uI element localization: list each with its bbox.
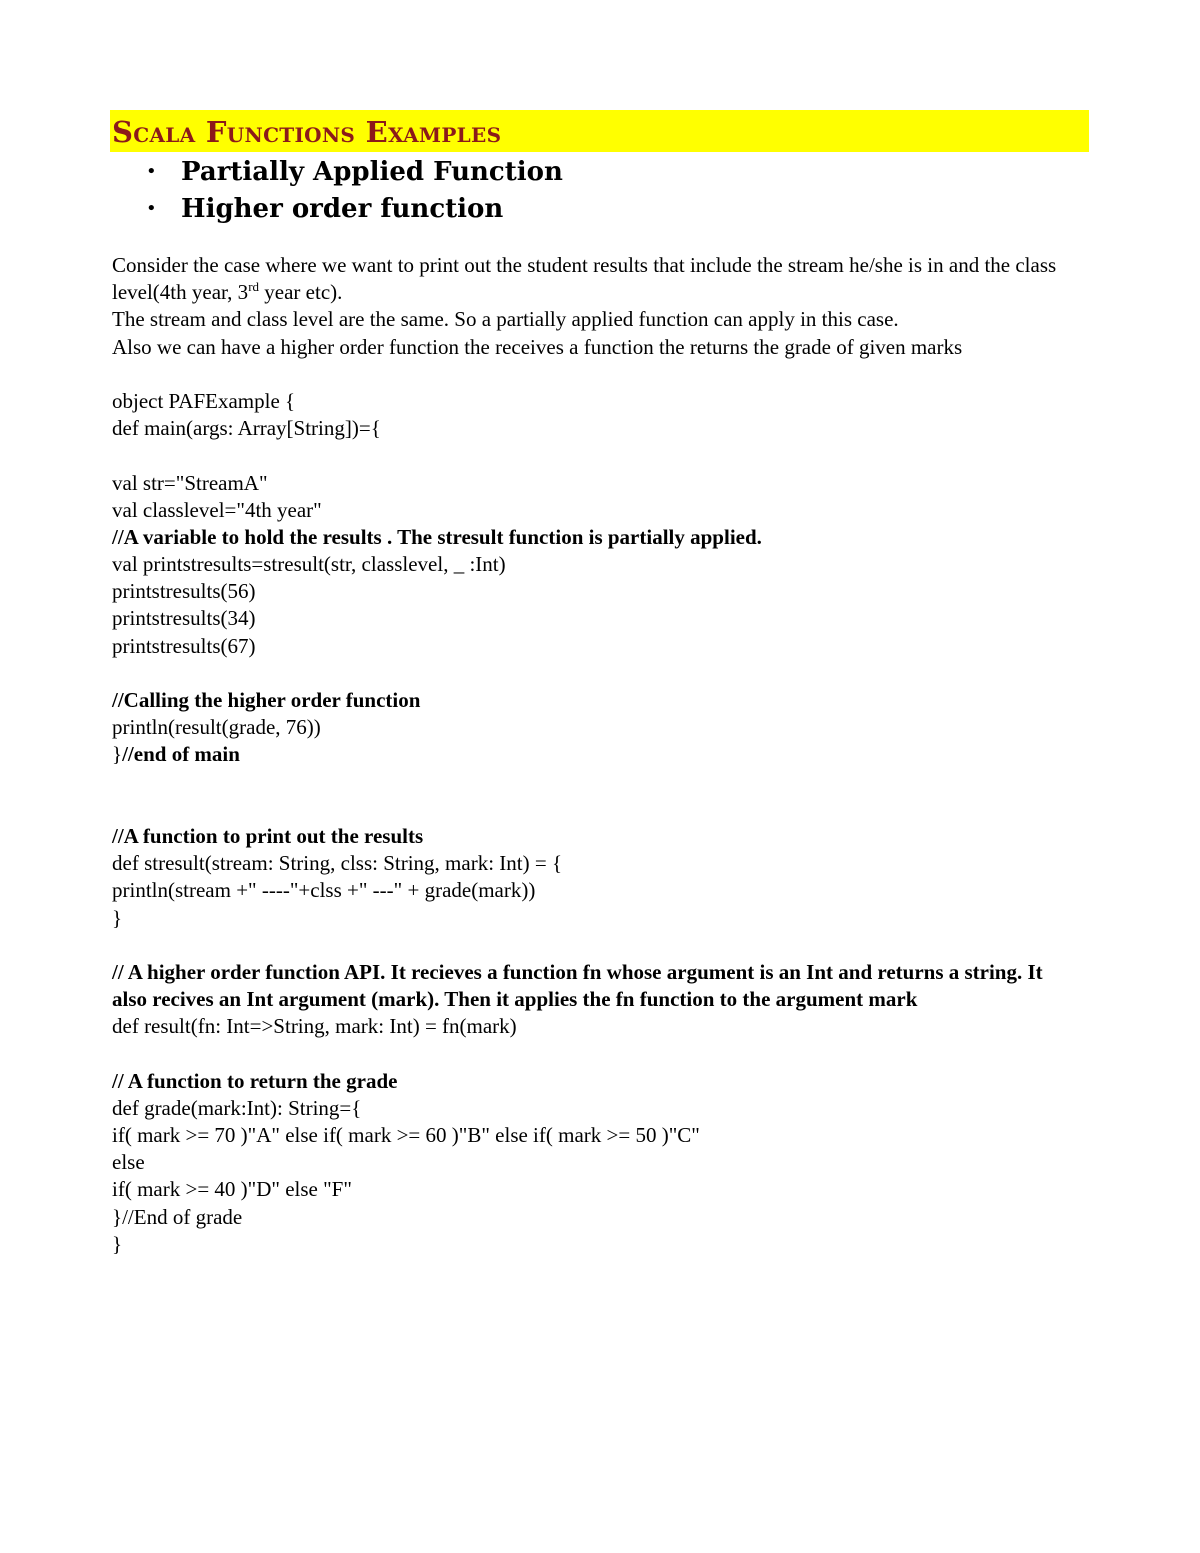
code-line: printstresults(56): [112, 579, 256, 604]
code-comment: //A variable to hold the results . The stresult function is partially applied.: [112, 524, 762, 549]
code-line: }//End of grade: [112, 1204, 243, 1229]
page-title: Scala Functions Examples: [112, 115, 502, 149]
code-comment: //A function to print out the results: [112, 823, 424, 848]
code-line: }: [112, 905, 123, 930]
code-line: else: [112, 1150, 145, 1175]
bullet-item: • Higher order function: [110, 191, 563, 228]
bullet-icon: •: [146, 161, 157, 182]
bullet-icon: •: [146, 198, 157, 219]
intro-paragraph-2: The stream and class level are the same. So a partially applied function can apply in this case.: [112, 307, 899, 332]
code-line: }: [112, 1231, 123, 1256]
code-line: printstresults(34): [112, 606, 256, 631]
code-comment: // A function to return the grade: [112, 1068, 398, 1093]
code-line: def stresult(stream: String, clss: String, mark: Int) = {: [112, 851, 563, 876]
intro-paragraph-1: Consider the case where we want to print out the student results that include the stream he/she is in and the class level(4th year, 3rd year etc).: [112, 253, 1057, 305]
code-line: def result(fn: Int=>String, mark: Int) = fn(mark): [112, 1014, 517, 1039]
code-line: println(result(grade, 76)): [112, 715, 321, 740]
code-line: val str="StreamA": [112, 470, 268, 495]
code-line: printstresults(67): [112, 633, 256, 658]
code-comment: //end of main: [122, 742, 240, 767]
code-line: val printstresults=stresult(str, classlevel, _ :Int): [112, 552, 506, 577]
intro-paragraph-3: Also we can have a higher order function the receives a function the returns the grade of given marks: [112, 334, 963, 359]
code-line: }//end of main: [112, 742, 240, 767]
code-line: def main(args: Array[String])={: [112, 416, 381, 441]
code-line: def grade(mark:Int): String={: [112, 1095, 362, 1120]
code-line: println(stream +" ----"+clss +" ---" + grade(mark)): [112, 878, 536, 903]
code-line: if( mark >= 70 )"A" else if( mark >= 60 )"B" else if( mark >= 50 )"C": [112, 1123, 700, 1148]
code-comment: //Calling the higher order function: [112, 688, 421, 713]
code-line: val classlevel="4th year": [112, 497, 322, 522]
code-line: object PAFExample {: [112, 388, 296, 413]
bullet-item: • Partially Applied Function: [110, 154, 563, 191]
code-line: if( mark >= 40 )"D" else "F": [112, 1177, 352, 1202]
bullet-list: [110, 154, 563, 228]
code-comment: // A higher order function API. It recieves a function fn whose argument is an Int and returns a string. It also recives an Int argument (mark). Then it applies the fn function to the argument mark: [112, 959, 1043, 1012]
document-body: [112, 252, 1102, 1258]
